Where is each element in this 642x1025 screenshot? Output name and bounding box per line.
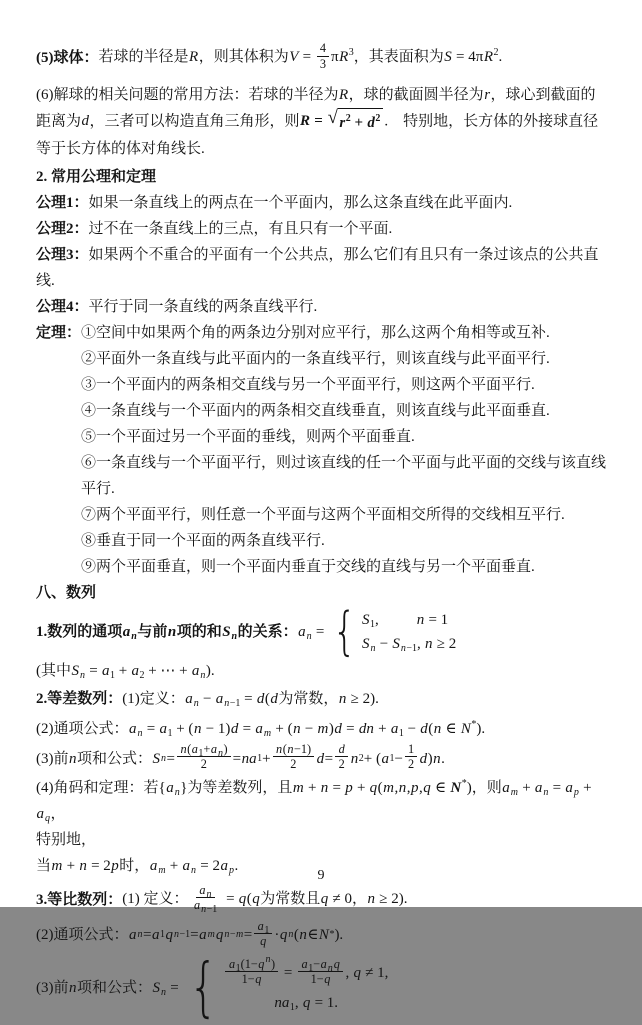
theorem-item-8: ⑧垂直于同一个平面的两条直线平行. [81, 533, 325, 549]
axiom-1-text: 如果一条直线上的两点在一个平面内，那么这条直线在此平面内. [88, 195, 513, 211]
left-brace: { [188, 950, 218, 1025]
geometric-sum-line [36, 950, 606, 1025]
theorem-item-3: ③一个平面内的两条相交直线与另一个平面平行，则这两个平面平行. [81, 377, 535, 393]
theorem-item-1: ①空间中如果两个角的两条边分别对应平行，那么这两个角相等或互补. [81, 325, 550, 341]
general-term-tail: (其中$S_n = a_1 + a_2$ + ⋯ + $a_n$). [36, 663, 215, 681]
theorem-item-7: ⑦两个平面平行，则任意一个平面与这两个平面相交所得的交线相互平行. [81, 507, 565, 523]
left-brace: { [332, 602, 357, 662]
geometric-definition: (1) 定义： $\frac{a_n}{a_{n-1}}$ = q(q为常数且q ≠ 0，n ≥ 2). [122, 883, 408, 916]
theorem-item-9: ⑨两个平面垂直，则一个平面内垂直于交线的直线与另一个平面垂直. [81, 559, 535, 575]
arithmetic-index-sum-theorem: (4)角码和定理：若$\{a_n\}$为等差数列，且m + n = p + q(m,n,p,q ∈ N*)，则$a_m + a_n = a_p + a_q$， [36, 778, 592, 825]
theorem-item-6: ⑥一条直线与一个平面平行，则过该直线的任一个平面与此平面的交线与该直线平行. [81, 455, 607, 497]
section-heading-sequences: 八、数列 [36, 585, 97, 601]
axiom-1-label: 公理1： [36, 195, 89, 211]
theorem-label: 定理： [36, 325, 82, 341]
axiom-3-label: 公理3： [36, 247, 89, 263]
geometric-sum-cases [183, 950, 389, 1025]
case-row-n2: $S_n - S_{n-1}$, n ≥ 2 [361, 636, 457, 654]
theorem-item-2: ②平面外一条直线与此平面内的一条直线平行，则该直线与此平面平行. [81, 351, 550, 367]
case-row-n1: $S_1$, n = 1 [361, 612, 449, 630]
axiom-2-label: 公理2： [36, 221, 89, 237]
arithmetic-definition-line [36, 686, 606, 712]
theorem-intro [36, 320, 606, 346]
arithmetic-general-formula: (2)通项公式：$a_n = a_1 + (n - 1)d = a_m + (n - m)d$ = dn + $a_1 - d(n$ ∈ N*). [36, 719, 486, 739]
axiom-1 [36, 190, 606, 216]
geometric-definition-line [36, 885, 606, 914]
axiom-3-text: 如果两个不重合的平面有一个公共点，那么它们有且只有一条过该点的公共直线. [36, 247, 599, 289]
sphere-formula-line [36, 38, 606, 78]
axiom-4 [36, 294, 606, 320]
axiom-2 [36, 216, 606, 242]
theorem-item-4: ④一条直线与一个平面内的两条相交直线垂直，则该直线与此平面垂直. [81, 403, 550, 419]
theorem-item-5: ⑤一个平面过另一个平面的垂线，则两个平面垂直. [81, 429, 415, 445]
arithmetic-sum-formula: (3)前 n 项和公式： S n = $\frac{n(a_1+a_n)}{2}$ = na 1 + $\frac{n(n-1)}{2}$ d = $\frac{d}{2}$ n 2 + ( a 1 − $\frac{1}{2}$ d ) n . [36, 742, 445, 772]
case-row-qeq1: $na_1$, q = 1. [274, 994, 339, 1013]
axiom-4-label: 公理4： [36, 299, 89, 315]
general-term-lead: $a_n$ = [298, 624, 325, 642]
sphere-formula-text: 若球的半径是R，则其体积为V = $\frac{4}{3}$ $\pi R^3$，其表面积为$S = 4\pi R^2$. [98, 41, 503, 71]
general-term-cases [328, 602, 457, 662]
general-term-line [36, 602, 606, 684]
geometric-sum-lead: (3)前n项和公式：$S_n$ = [36, 979, 179, 998]
sphere-method-paragraph [36, 82, 606, 162]
axiom-4-text: 平行于同一条直线的两条直线平行. [88, 299, 318, 315]
general-term-label: 1.数列的通项$a_n$与前n项的和$S_n$的关系： [36, 624, 298, 642]
axiom-3 [36, 242, 606, 294]
case-row-qne1: $\frac{a_1(1-q^n)}{1-q}$ = $\frac{a_1-a_nq}{1-q}$ , q ≠ 1, [223, 958, 388, 988]
sphere-method-text: (6)解球的相关问题的常用方法：若球的半径为R，球的截面圆半径为r，球心到截面的距离为d，三者可以构造直角三角形，则R = √ $r^2 + d^2$ . 特别地，长方体的外接球直径等于长方体的体对角线长. [36, 87, 599, 157]
geometric-general-formula: (2)通项公式： a n = a 1 q n−1 = a m q n−m = $\frac{a_1}{q}$ · q n ( n ∈ N * ). [36, 918, 344, 948]
page-number: 9 [317, 868, 325, 883]
geometric-label: 3.等比数列： [36, 891, 123, 908]
arithmetic-special-case: 当m + n = 2p时，$a_m + a_n = 2a_p$. [36, 858, 239, 877]
arithmetic-index-sum-tail: 特别地， [36, 832, 97, 849]
arithmetic-label: 2.等差数列： [36, 691, 123, 707]
section-heading-axioms: 2. 常用公理和定理 [36, 169, 157, 185]
axiom-2-text: 过不在一条直线上的三点，有且只有一个平面. [88, 221, 393, 237]
arithmetic-definition: (1)定义：$a_n - a_{n-1} = d(d$为常数，n ≥ 2). [122, 691, 379, 709]
sphere-label: (5)球体： [36, 50, 99, 66]
